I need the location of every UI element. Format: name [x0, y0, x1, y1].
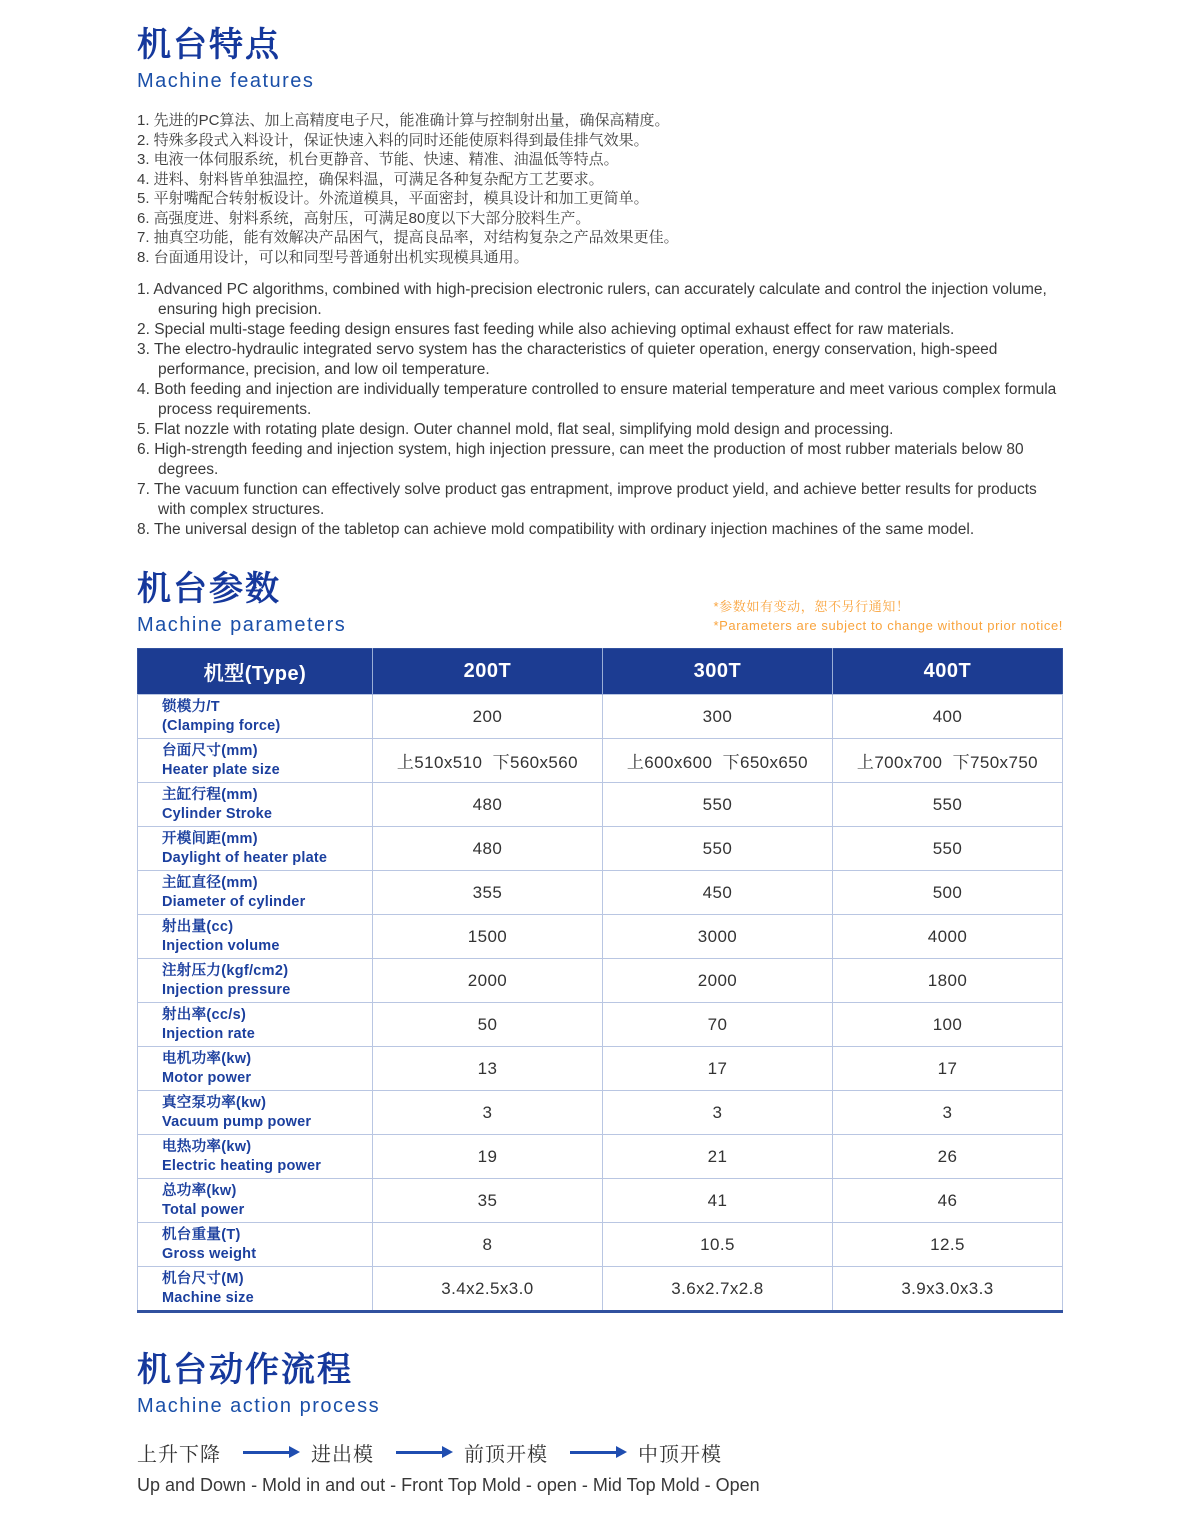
process-title: 机台动作流程 [137, 1351, 353, 1390]
param-value: 480 [372, 827, 602, 871]
feature-item-en: 1. Advanced PC algorithms, combined with high-precision electronic rulers, can accurately calculate and control the injection volume, ensuring high precision. [137, 281, 1047, 319]
param-label-en: Vacuum pump power [162, 1113, 312, 1130]
param-label-cell [138, 827, 373, 871]
parameters-titles [137, 570, 346, 637]
param-label-zh: 真空泵功率(kw) [162, 1095, 267, 1112]
param-label-en: Daylight of heater plate [162, 849, 328, 866]
table-row [138, 959, 1063, 1003]
param-label-cell [138, 739, 373, 783]
param-value: 3.9x3.0x3.3 [832, 1267, 1062, 1312]
parameters-title: 机台参数 [137, 570, 281, 609]
param-value: 46 [832, 1179, 1062, 1223]
param-label-cell [138, 1047, 373, 1091]
process-step: 中顶开模 [638, 1444, 722, 1467]
feature-item-en: 8. The universal design of the tabletop can achieve mold compatibility with ordinary injection machines of the same model. [137, 521, 975, 539]
param-label-cell [138, 1135, 373, 1179]
param-value: 21 [602, 1135, 832, 1179]
param-label-en: Machine size [162, 1289, 254, 1306]
parameters-header [137, 570, 1063, 637]
process-step: 进出模 [311, 1444, 374, 1467]
param-label-cell [138, 959, 373, 1003]
param-label-en: Diameter of cylinder [162, 893, 306, 910]
param-label-zh: 机台重量(T) [162, 1227, 241, 1244]
param-value: 550 [602, 827, 832, 871]
feature-item-zh: 1. 先进的PC算法、加上高精度电子尺，能准确计算与控制射出量，确保高精度。 [137, 112, 670, 130]
param-label-en: Motor power [162, 1069, 252, 1086]
table-row [138, 1003, 1063, 1047]
feature-item-zh: 3. 电液一体伺服系统，机台更静音、节能、快速、精准、油温低等特点。 [137, 151, 619, 169]
param-value: 41 [602, 1179, 832, 1223]
table-row [138, 915, 1063, 959]
parameters-notice-en: *Parameters are subject to change without prior notice! [713, 618, 1063, 634]
feature-item-en: 5. Flat nozzle with rotating plate design. Outer channel mold, flat seal, simplifying mold design and processing. [137, 421, 894, 439]
param-value: 3 [602, 1091, 832, 1135]
param-label-zh: 主缸行程(mm) [162, 787, 258, 804]
param-value: 3 [832, 1091, 1062, 1135]
param-label-zh: 开模间距(mm) [162, 831, 258, 848]
param-label-cell [138, 1223, 373, 1267]
param-label-zh: 总功率(kw) [162, 1183, 237, 1200]
process-step: 前顶开模 [464, 1444, 548, 1467]
table-row [138, 739, 1063, 783]
param-value: 1800 [832, 959, 1062, 1003]
param-value: 70 [602, 1003, 832, 1047]
feature-item-zh: 7. 抽真空功能，能有效解决产品困气，提高良品率，对结构复杂之产品效果更佳。 [137, 229, 679, 247]
section-process [137, 1351, 1063, 1496]
param-value: 10.5 [602, 1223, 832, 1267]
param-value: 17 [602, 1047, 832, 1091]
table-row [138, 871, 1063, 915]
parameters-subtitle: Machine parameters [137, 614, 347, 637]
table-row [138, 1047, 1063, 1091]
param-label-zh: 电热功率(kw) [162, 1139, 252, 1156]
param-value: 100 [832, 1003, 1062, 1047]
table-header-row [138, 649, 1063, 695]
param-label-zh: 电机功率(kw) [162, 1051, 252, 1068]
param-label-cell [138, 871, 373, 915]
features-title: 机台特点 [137, 26, 281, 64]
table-row [138, 1091, 1063, 1135]
param-value: 400 [832, 695, 1062, 739]
param-value: 2000 [372, 959, 602, 1003]
param-label-zh: 主缸直径(mm) [162, 875, 258, 892]
feature-item-en: 7. The vacuum function can effectively solve product gas entrapment, improve product yield, and achieve better results for products with complex structures. [137, 481, 1037, 519]
param-value: 2000 [602, 959, 832, 1003]
param-value: 17 [832, 1047, 1062, 1091]
table-row [138, 1135, 1063, 1179]
param-label-zh: 射出量(cc) [162, 919, 234, 936]
param-value: 200 [372, 695, 602, 739]
feature-item-en: 2. Special multi-stage feeding design ensures fast feeding while also achieving optimal exhaust effect for raw materials. [137, 321, 955, 339]
features-subtitle: Machine features [137, 70, 315, 93]
flow-arrow-icon [243, 1451, 289, 1454]
param-value: 550 [832, 783, 1062, 827]
param-value: 3 [372, 1091, 602, 1135]
param-label-en: Gross weight [162, 1245, 257, 1262]
param-label-cell [138, 1091, 373, 1135]
feature-item-zh: 5. 平射嘴配合转射板设计。外流道模具，平面密封，模具设计和加工更简单。 [137, 190, 649, 208]
param-value: 19 [372, 1135, 602, 1179]
table-row [138, 827, 1063, 871]
param-label-zh: 注射压力(kgf/cm2) [162, 963, 289, 980]
feature-item-zh: 8. 台面通用设计，可以和同型号普通射出机实现模具通用。 [137, 248, 529, 266]
column-header-400t: 400T [832, 649, 1062, 695]
process-subtitle: Machine action process [137, 1395, 381, 1418]
param-label-zh: 机台尺寸(M) [162, 1271, 244, 1288]
param-value: 500 [832, 871, 1062, 915]
param-label-en: Injection volume [162, 937, 280, 954]
feature-item-zh: 6. 高强度进、射料系统，高射压，可满足80度以下大部分胶料生产。 [137, 209, 591, 227]
feature-item-en: 6. High-strength feeding and injection system, high injection pressure, can meet the production of most rubber materials below 80 degrees. [137, 441, 1024, 479]
features-list-zh [137, 111, 1063, 267]
param-value: 4000 [832, 915, 1062, 959]
param-value: 上510x510 下560x560 [372, 739, 602, 783]
param-label-cell [138, 1003, 373, 1047]
param-value: 8 [372, 1223, 602, 1267]
parameters-notice-zh: *参数如有变动，恕不另行通知！ [713, 599, 910, 615]
param-value: 1500 [372, 915, 602, 959]
param-value: 550 [832, 827, 1062, 871]
flow-arrow-icon [396, 1451, 442, 1454]
param-value: 50 [372, 1003, 602, 1047]
param-value: 13 [372, 1047, 602, 1091]
param-value: 上600x600 下650x650 [602, 739, 832, 783]
process-caption: Up and Down - Mold in and out - Front Top Mold - open - Mid Top Mold - Open [137, 1475, 760, 1496]
flow-arrow-icon [570, 1451, 616, 1454]
process-step: 上升下降 [137, 1444, 221, 1467]
param-label-en: Cylinder Stroke [162, 805, 273, 822]
param-label-zh: 锁模力/T [162, 699, 220, 716]
column-header-type: 机型(Type) [138, 649, 373, 695]
table-row [138, 695, 1063, 739]
param-value: 3.6x2.7x2.8 [602, 1267, 832, 1312]
param-label-cell [138, 1267, 373, 1312]
param-value: 3000 [602, 915, 832, 959]
param-label-en: (Clamping force) [162, 717, 281, 734]
param-value: 450 [602, 871, 832, 915]
param-label-en: Injection rate [162, 1025, 256, 1042]
feature-item-zh: 2. 特殊多段式入料设计，保证快速入料的同时还能使原料得到最佳排气效果。 [137, 131, 649, 149]
section-parameters [137, 570, 1063, 1313]
param-value: 550 [602, 783, 832, 827]
parameters-table [137, 648, 1063, 1313]
table-row [138, 1267, 1063, 1312]
param-label-cell [138, 1179, 373, 1223]
param-value: 3.4x2.5x3.0 [372, 1267, 602, 1312]
param-label-en: Heater plate size [162, 761, 280, 778]
param-value: 480 [372, 783, 602, 827]
param-label-cell [138, 915, 373, 959]
param-label-cell [138, 695, 373, 739]
feature-item-zh: 4. 进料、射料皆单独温控，确保料温，可满足各种复杂配方工艺要求。 [137, 170, 604, 188]
section-features [137, 26, 1063, 540]
table-row [138, 1223, 1063, 1267]
parameters-notice [714, 597, 1064, 635]
feature-item-en: 3. The electro-hydraulic integrated servo system has the characteristics of quieter operation, energy conservation, high-speed performance, precision, and low oil temperature. [137, 341, 998, 379]
table-row [138, 1179, 1063, 1223]
param-value: 上700x700 下750x750 [832, 739, 1062, 783]
process-flow [137, 1438, 1063, 1467]
param-value: 300 [602, 695, 832, 739]
param-value: 35 [372, 1179, 602, 1223]
table-row [138, 783, 1063, 827]
param-label-en: Electric heating power [162, 1157, 322, 1174]
param-label-zh: 射出率(cc/s) [162, 1007, 247, 1024]
param-label-en: Injection pressure [162, 981, 291, 998]
param-value: 355 [372, 871, 602, 915]
param-label-zh: 台面尺寸(mm) [162, 743, 258, 760]
feature-item-en: 4. Both feeding and injection are individually temperature controlled to ensure material temperature and meet various complex formula process requirements. [137, 381, 1057, 419]
column-header-200t: 200T [372, 649, 602, 695]
features-list-en [137, 280, 1063, 540]
param-value: 26 [832, 1135, 1062, 1179]
param-label-en: Total power [162, 1201, 245, 1218]
param-label-cell [138, 783, 373, 827]
column-header-300t: 300T [602, 649, 832, 695]
param-value: 12.5 [832, 1223, 1062, 1267]
